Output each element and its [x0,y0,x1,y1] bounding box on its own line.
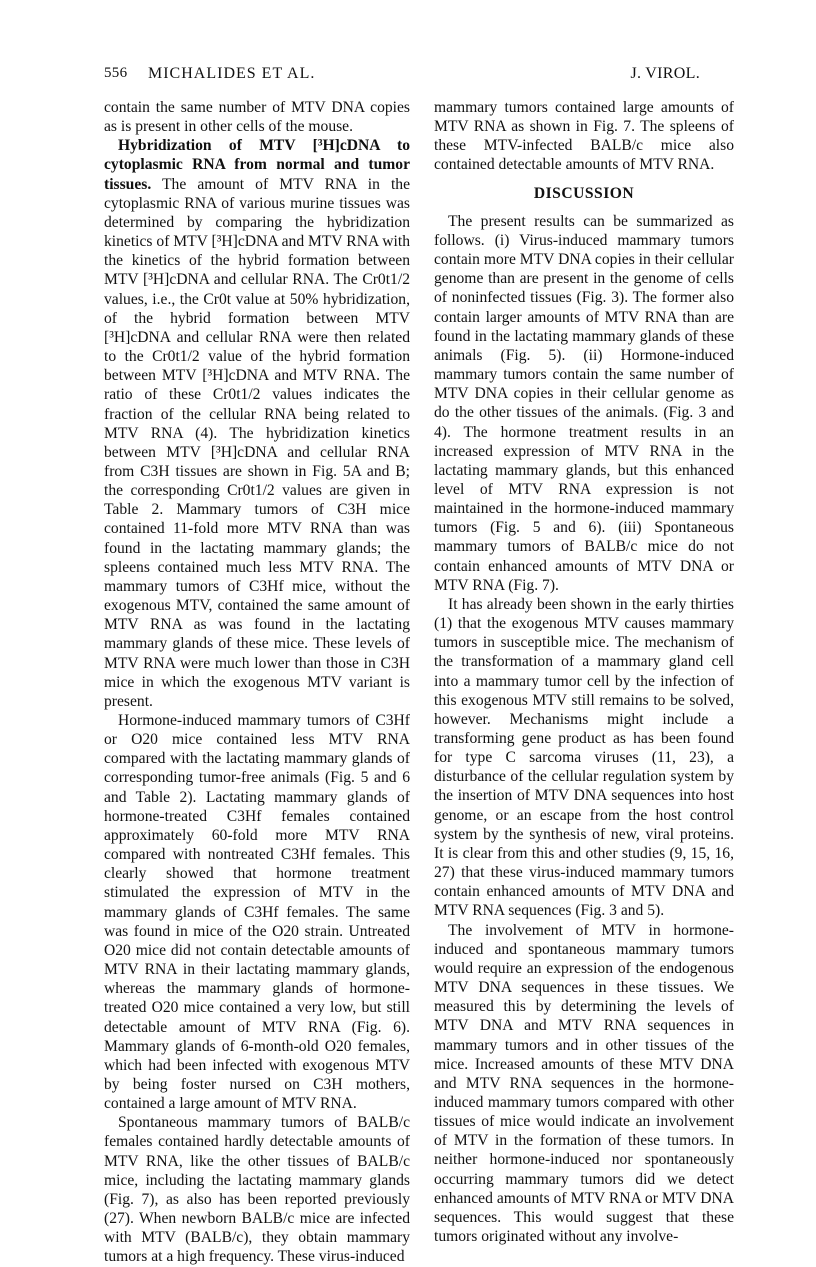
paragraph-body: The amount of MTV RNA in the cytoplasmic RNA of various murine tissues was determined by comparing the hybridization kinetics of MTV [³H]cDNA and MTV RNA with the kinetics of the hybrid formation between MTV [³H]cDNA and cellular RNA. The Cr0t1/2 values, i.e., the Cr0t value at 50% hybridization, of the hybrid formation between MTV [³H]cDNA and cellular RNA were then related to the Cr0t1/2 value of the hybrid formation between MTV [³H]cDNA and MTV RNA. The ratio of these Cr0t1/2 values indicates the fraction of the cellular RNA being related to MTV RNA (4). The hybridization kinetics between MTV [³H]cDNA and cellular RNA from C3H tissues are shown in Fig. 5A and B; the corresponding Cr0t1/2 values are given in Table 2. Mammary tumors of C3H mice contained 11-fold more MTV RNA than was found in the lactating mammary glands; the spleens contained much less MTV RNA. The mammary tumors of C3Hf mice, without the exogenous MTV, contained the same amount of MTV RNA as was found in the lactating mammary glands of these mice. These levels of MTV RNA were much lower than those in C3H mice in which the exogenous MTV variant is present. [104,175,410,710]
section-heading-discussion: DISCUSSION [533,184,635,202]
paragraph-spontaneous: Spontaneous mammary tumors of BALB/c females contained hardly detectable amounts of MTV RNA, like the other tissues of BALB/c mice, including the lactating mammary glands (Fig. 7), as also has been reported previously (27). When newborn BALB/c mice are infected with MTV (BALB/c), they obtain mammary tumors at a high frequency. These virus-induced [104,1114,410,1266]
right-column [434,98,734,1246]
running-authors: MICHALIDES ET AL. [148,65,316,82]
journal-name: J. VIROL. [630,65,700,82]
left-column [104,98,410,1267]
paragraph-continued: contain the same number of MTV DNA copies as is present in other cells of the mouse. [104,99,410,136]
paragraph-hybridization [104,136,410,711]
page-number: 556 [104,65,128,81]
running-header [104,64,700,86]
paragraph-mechanism: It has already been shown in the early thirties (1) that the exogenous MTV causes mammary tumors in susceptible mice. The mechanism of the transformation of a mammary gland cell into a mammary tumor cell by the infection of this exogenous MTV still remains to be solved, however. Mechanisms might include a transforming gene product as has been found for type C sarcoma viruses (11, 23), a disturbance of the cellular regulation system by the insertion of MTV DNA sequences into host genome, or an escape from the host control system by the synthesis of new, viral proteins. It is clear from this and other studies (9, 15, 16, 27) that these virus-induced mammary tumors contain enhanced amounts of MTV DNA and MTV RNA sequences (Fig. 3 and 5). [434,595,734,920]
paragraph-hormone-induced: Hormone-induced mammary tumors of C3Hf or O20 mice contained less MTV RNA compared with the lactating mammary glands of corresponding tumor-free animals (Fig. 5 and 6 and Table 2). Lactating mammary glands of hormone-treated C3Hf females contained approximately 60-fold more MTV RNA compared with nontreated C3Hf females. This clearly showed that hormone treatment stimulated the expression of MTV in the mammary glands of C3Hf females. The same was found in mice of the O20 strain. Untreated O20 mice did not contain detectable amounts of MTV RNA in their lactating mammary glands, whereas the mammary glands of hormone-treated O20 mice contained a very low, but still detectable amount of MTV RNA (Fig. 6). Mammary glands of 6-month-old O20 females, which had been infected with exogenous MTV by being foster nursed on C3H mothers, contained a large amount of MTV RNA. [104,712,410,1113]
subsection-heading: Hybridization of MTV [³H]cDNA to cytoplasmic RNA from normal and tumor tissues. [104,137,410,193]
paragraph-continued: mammary tumors contained large amounts of MTV RNA as shown in Fig. 7. The spleens of these MTV-infected BALB/c mice also contained detectable amounts of MTV RNA. [434,99,734,174]
paragraph-involvement: The involvement of MTV in hormone-induced and spontaneous mammary tumors would require an expression of the endogenous MTV DNA sequences in these tissues. We measured this by determining the levels of MTV DNA and MTV RNA sequences in mammary tumors and in other tissues of the mice. Increased amounts of these MTV DNA and MTV RNA sequences in the hormone-induced mammary tumors compared with other tissues of mice would indicate an involvement of MTV in the formation of these tumors. In neither hormone-induced nor spontaneously occurring mammary tumors did we detect enhanced amounts of MTV RNA or MTV DNA sequences. This would suggest that these tumors originated without any involve- [434,921,734,1246]
paragraph-summary: The present results can be summarized as follows. (i) Virus-induced mammary tumors contain more MTV DNA copies in their cellular genome than are present in the genome of cells of noninfected tissues (Fig. 3). The former also contain larger amounts of MTV RNA than are found in the lactating mammary glands of these animals (Fig. 5). (ii) Hormone-induced mammary tumors contain the same number of MTV DNA copies in their cellular genome as do the other tissues of the animals. (Fig. 3 and 4). The hormone treatment results in an increased expression of MTV RNA in the lactating mammary glands, but this enhanced level of MTV RNA expression is not maintained in the hormone-induced mammary tumors (Fig. 5 and 6). (iii) Spontaneous mammary tumors of BALB/c mice do not contain enhanced amounts of MTV DNA or MTV RNA (Fig. 7). [434,212,734,594]
